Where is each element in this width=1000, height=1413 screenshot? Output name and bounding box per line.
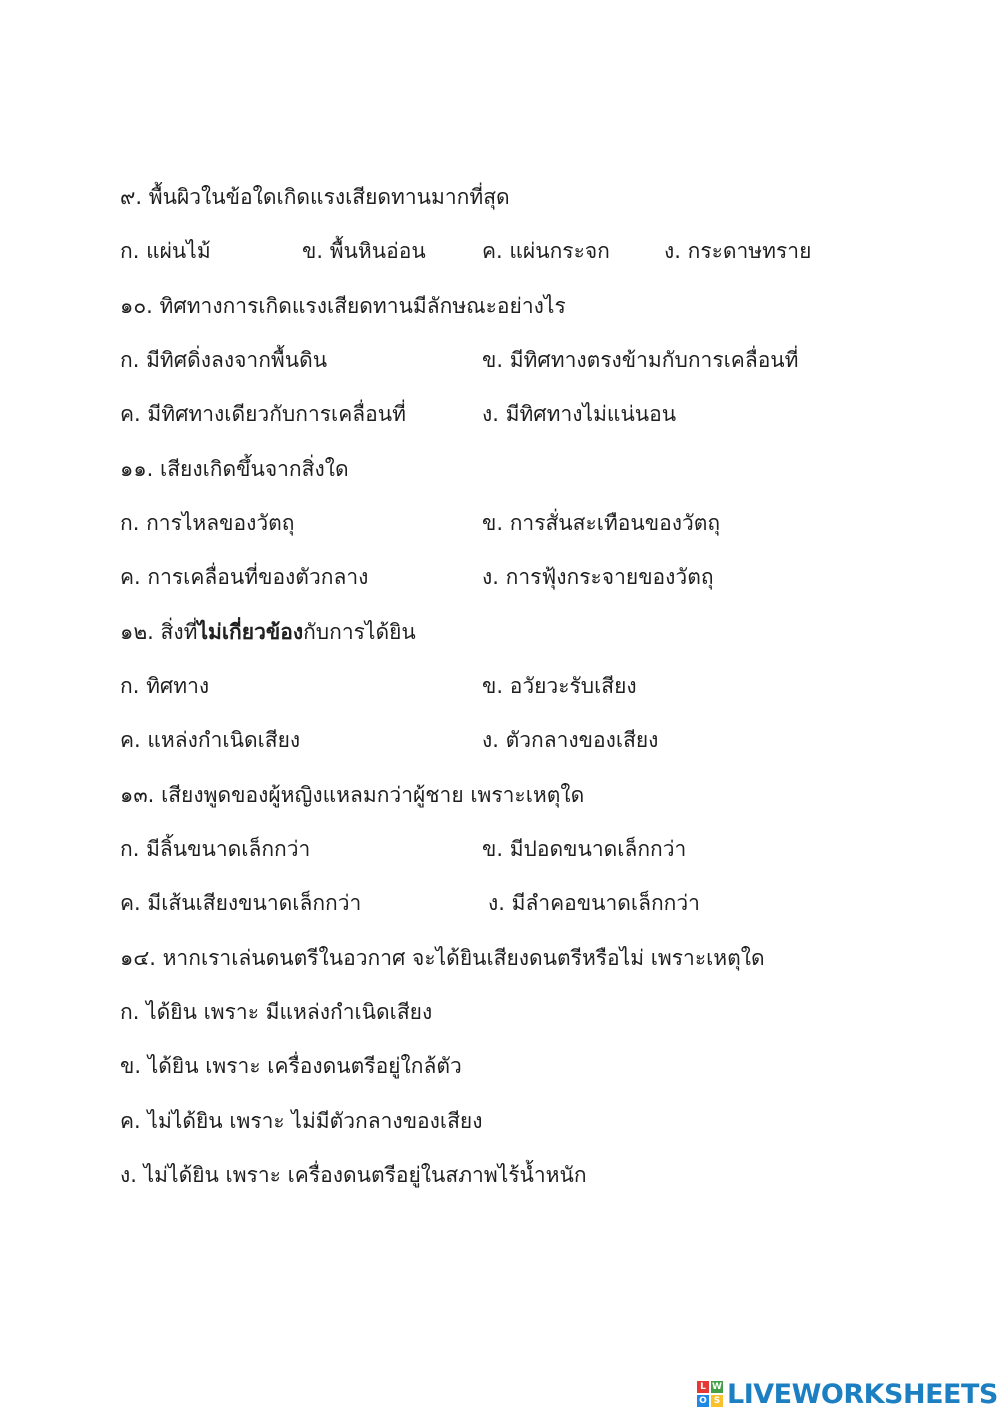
question-text: ทิศทางการเกิดแรงเสียดทานมีลักษณะอย่างไร [159,294,566,318]
question-text-emphasis: ไม่เกี่ยวข้อง [197,620,304,644]
option-14-a: ก. ได้ยิน เพราะ มีแหล่งกำเนิดเสียง [120,1000,433,1024]
option-13-c: ค. มีเส้นเสียงขนาดเล็กกว่า [120,891,362,915]
option-12-c: ค. แหล่งกำเนิดเสียง [120,728,301,752]
brand-text: LIVEWORKSHEETS [727,1378,998,1410]
icon-tile: W [712,1382,722,1392]
question-number: ๑๔. [120,946,156,970]
option-14-c: ค. ไม่ได้ยิน เพราะ ไม่มีตัวกลางของเสียง [120,1109,483,1133]
question-14 [120,943,765,973]
option-13-d: ง. มีลำคอขนาดเล็กกว่า [488,891,700,915]
icon-tile: L [697,1381,709,1393]
icon-tile: S [711,1395,723,1407]
question-12 [120,617,416,647]
question-number: ๑๒. [120,620,154,644]
option-12-a: ก. ทิศทาง [120,674,210,698]
option-10-d: ง. มีทิศทางไม่แน่นอน [482,402,677,426]
question-number: ๙. [120,185,143,209]
option-14-d: ง. ไม่ได้ยิน เพราะ เครื่องดนตรีอยู่ในสภาพไร้น้ำหนัก [120,1163,587,1187]
question-number: ๑๓. [120,783,155,807]
icon-tile: O [697,1395,709,1407]
option-9-a: ก. แผ่นไม้ [120,239,211,263]
liveworksheets-logo [697,1377,998,1411]
option-13-a: ก. มีลิ้นขนาดเล็กกว่า [120,837,311,861]
question-text-pre: สิ่งที่ [160,620,198,644]
question-text: เสียงพูดของผู้หญิงแหลมกว่าผู้ชาย เพราะเหตุใด [161,783,585,807]
question-number: ๑๐. [120,294,153,318]
option-9-b: ข. พื้นหินอ่อน [302,239,426,263]
option-11-a: ก. การไหลของวัตถุ [120,511,295,535]
option-11-b: ข. การสั่นสะเทือนของวัตถุ [482,511,721,535]
question-text: พื้นผิวในข้อใดเกิดแรงเสียดทานมากที่สุด [148,185,510,209]
option-9-c: ค. แผ่นกระจก [482,239,610,263]
liveworksheets-icon [697,1381,723,1407]
question-9 [120,182,510,212]
question-text: เสียงเกิดขึ้นจากสิ่งใด [160,457,349,481]
question-text-post: กับการได้ยิน [303,620,416,644]
question-text: หากเราเล่นดนตรีในอวกาศ จะได้ยินเสียงดนตรีหรือไม่ เพราะเหตุใด [162,946,765,970]
question-11 [120,454,349,484]
option-10-c: ค. มีทิศทางเดียวกับการเคลื่อนที่ [120,402,406,426]
option-11-d: ง. การฟุ้งกระจายของวัตถุ [482,565,714,589]
option-14-b: ข. ได้ยิน เพราะ เครื่องดนตรีอยู่ใกล้ตัว [120,1054,462,1078]
question-10 [120,291,566,321]
option-9-d: ง. กระดาษทราย [664,239,812,263]
option-13-b: ข. มีปอดขนาดเล็กกว่า [482,837,687,861]
option-12-b: ข. อวัยวะรับเสียง [482,674,637,698]
option-10-a: ก. มีทิศดิ่งลงจากพื้นดิน [120,348,328,372]
option-11-c: ค. การเคลื่อนที่ของตัวกลาง [120,565,369,589]
option-10-b: ข. มีทิศทางตรงข้ามกับการเคลื่อนที่ [482,348,799,372]
question-number: ๑๑. [120,457,154,481]
option-12-d: ง. ตัวกลางของเสียง [482,728,659,752]
question-13 [120,780,584,810]
